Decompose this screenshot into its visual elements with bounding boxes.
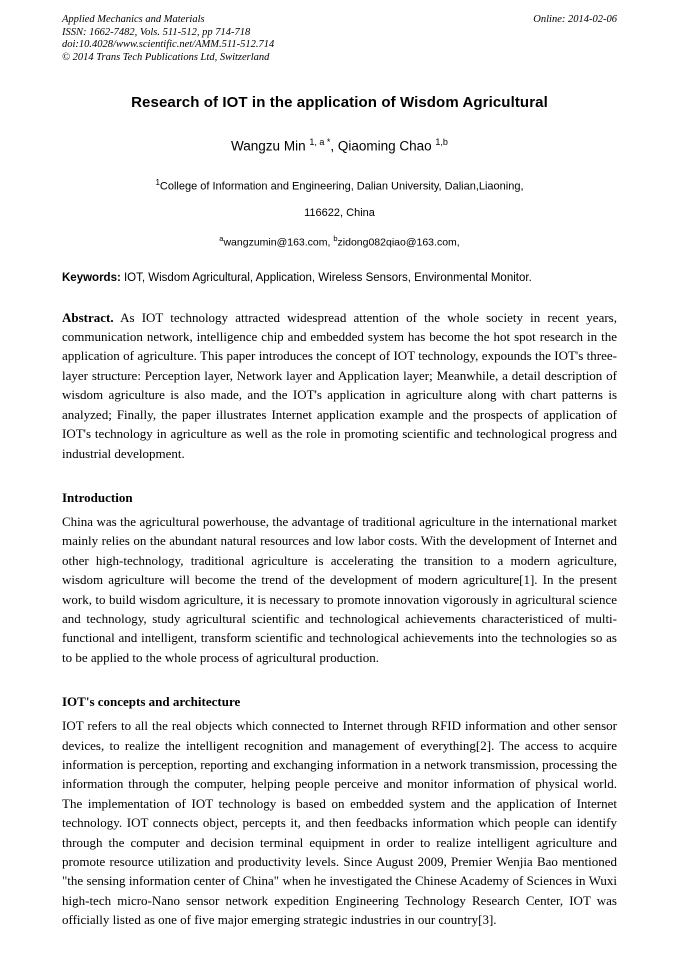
journal-title: Applied Mechanics and Materials bbox=[62, 14, 205, 25]
journal-header bbox=[62, 14, 617, 64]
emails-line bbox=[62, 234, 617, 249]
email-b: zidong082qiao@163.com, bbox=[337, 236, 460, 249]
affiliation-line-1 bbox=[62, 178, 617, 193]
journal-info-block bbox=[62, 14, 274, 64]
online-date: Online: 2014-02-06 bbox=[533, 14, 617, 25]
affiliation-line-2: 116622, China bbox=[304, 207, 375, 220]
section-heading-iot-concepts: IOT's concepts and architecture bbox=[62, 694, 241, 710]
affiliation-superscript: 1 bbox=[155, 177, 160, 187]
email-a-superscript: a bbox=[219, 234, 224, 244]
section-paragraph-iot-concepts: IOT refers to all the real objects which connected to Internet through RFID information and other sensor devices, to realize the intelligent recognition and management of everything[2]. The access to acquire information is perception, reporting and exchanging information in a network transmission, processing the information through the computer, helping people perceive and monitor information of physical world. The implementation of IOT technology is based on embedded system and the application of Internet technology. IOT connects object, percepts it, and then feedbacks information which people can identify through the computer and decision terminal equipment in order to realize intelligent agriculture and promote resource utilization and productivity levels. Since August 2009, Premier Wenjia Bao mentioned "the sensing information center of China" when he investigated the Chinese Academy of Sciences in Wuxi high-tech micro-Nano sensor network expedition Engineering Technology Research Center, IOT was officially listed as one of five major emerging strategic industries in our country[3]. bbox=[62, 718, 617, 928]
keywords-label: Keywords: bbox=[62, 271, 121, 284]
abstract-text: As IOT technology attracted widespread attention of the whole society in recent years, communication network, intelligence chip and embedded system has become the hot spot research in the application of agriculture. This paper introduces the concept of IOT technology, expounds the IOT's three-layer structure: Perception layer, Network layer and Application layer; Meanwhile, a detail description of wisdom agriculture is also made, and the IOT's application in agriculture along with chart patterns is analyzed; Finally, the paper illustrates Internet application example and the prospects of application of IOT's technology in agriculture as well as the role in promoting scientific and technological progress and industrial development. bbox=[62, 309, 617, 461]
author-1-superscript: 1, a * bbox=[309, 137, 331, 147]
abstract-paragraph bbox=[62, 308, 617, 463]
abstract-label: Abstract. bbox=[62, 309, 114, 325]
keywords-line bbox=[62, 272, 617, 284]
doi-line: doi:10.4028/www.scientific.net/AMM.511-512.714 bbox=[62, 39, 275, 50]
authors-line bbox=[62, 137, 617, 154]
affiliation-text: College of Information and Engineering, Dalian University, Dalian,Liaoning, bbox=[159, 180, 524, 193]
paper-title: Research of IOT in the application of Wisdom Agricultural bbox=[131, 94, 548, 111]
keywords-text: IOT, Wisdom Agricultural, Application, Wireless Sensors, Environmental Monitor. bbox=[120, 271, 532, 284]
email-a: wangzumin@163.com, bbox=[223, 236, 334, 249]
copyright-line: © 2014 Trans Tech Publications Ltd, Switzerland bbox=[62, 51, 270, 63]
email-b-superscript: b bbox=[333, 234, 338, 244]
author-2-name: Qiaoming Chao bbox=[337, 138, 436, 154]
issn-line: ISSN: 1662-7482, Vols. 511-512, pp 714-718 bbox=[62, 26, 251, 38]
author-1-name: Wangzu Min bbox=[231, 138, 310, 154]
section-heading-introduction: Introduction bbox=[62, 489, 133, 505]
section-paragraph-introduction: China was the agricultural powerhouse, the advantage of traditional agriculture in the international market mainly relies on the abundant natural resources and low labor costs. With the development of Internet and other high-technology, traditional agriculture is accelerating the transition to a modern agriculture, wisdom agriculture will become the trend of the development of modern agriculture[1]. In the present work, to build wisdom agriculture, it is necessary to promote innovation vigorously in agricultural science and technology, study agricultural scientific and technological achievements characteristiced of multi-functional and intelligent, transform scientific and technological achievements into the technologies so as to be applied to the whole process of agricultural production. bbox=[62, 513, 617, 665]
authors-separator: , bbox=[330, 138, 338, 154]
author-2-superscript: 1,b bbox=[435, 137, 448, 147]
